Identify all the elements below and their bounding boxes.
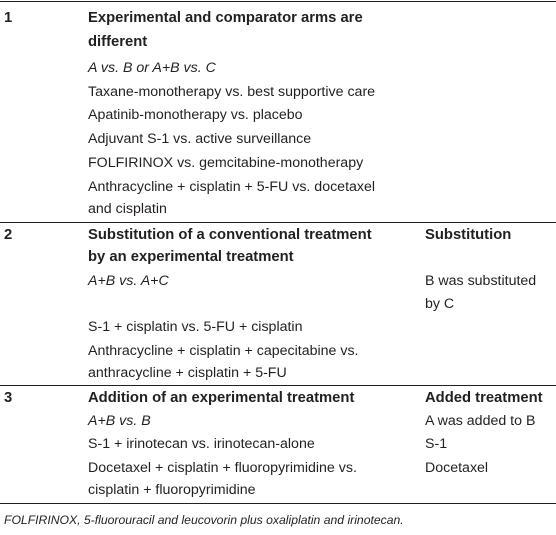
section-1-header-line-2: different: [88, 34, 148, 50]
section-1-row-4: Adjuvant S-1 vs. active surveillance: [88, 131, 312, 147]
section-2-row-1-right-line-2: by C: [425, 296, 455, 312]
section-3-row-2: S-1 + irinotecan vs. irinotecan-alone: [88, 436, 315, 452]
section-1-row-5: FOLFIRINOX vs. gemcitabine-monotherapy: [88, 155, 364, 171]
section-2-right-header: Substitution: [425, 227, 512, 243]
section-2-row-2: S-1 + cisplatin vs. 5-FU + cisplatin: [88, 319, 303, 335]
section-1-header-line-1: Experimental and comparator arms are: [88, 10, 363, 26]
section-3-row-1: A+B vs. B: [88, 413, 151, 429]
section-1-row-1: A vs. B or A+B vs. C: [88, 60, 216, 76]
section-1-row-6-line-1: Anthracycline + cisplatin + 5-FU vs. docetaxel: [88, 179, 376, 195]
section-2-row-3-line-1: Anthracycline + cisplatin + capecitabine vs.: [88, 343, 359, 359]
section-2-number: 2: [4, 227, 13, 243]
section-2-row-1: A+B vs. A+C: [88, 273, 169, 289]
section-1-row-6-line-2: and cisplatin: [88, 201, 167, 217]
section-2-header-line-1: Substitution of a conventional treatment: [88, 227, 372, 243]
top-rule: [0, 1, 556, 2]
section-1-divider: [0, 222, 556, 223]
section-1-row-2: Taxane-monotherapy vs. best supportive care: [88, 84, 376, 100]
section-3-right-header: Added treatment: [425, 390, 543, 406]
section-3-row-3-line-1: Docetaxel + cisplatin + fluoropyrimidine vs.: [88, 460, 357, 476]
section-2-divider: [0, 385, 556, 386]
section-2-row-1-right-line-1: B was substituted: [425, 273, 537, 289]
section-3-row-3-right: Docetaxel: [425, 460, 489, 476]
section-3-number: 3: [4, 390, 13, 406]
footnote: FOLFIRINOX, 5-fluorouracil and leucovorin plus oxaliplatin and irinotecan.: [4, 513, 404, 527]
section-3-header-line-1: Addition of an experimental treatment: [88, 390, 355, 406]
section-2-row-3-line-2: anthracycline + cisplatin + 5-FU: [88, 365, 287, 381]
bottom-rule: [0, 503, 556, 504]
section-3-row-1-right: A was added to B: [425, 413, 536, 429]
section-3-row-3-line-2: cisplatin + fluoropyrimidine: [88, 482, 256, 498]
section-1-number: 1: [4, 10, 13, 26]
section-1-row-3: Apatinib-monotherapy vs. placebo: [88, 107, 303, 123]
section-2-header-line-2: by an experimental treatment: [88, 249, 294, 265]
section-3-row-2-right: S-1: [425, 436, 448, 452]
